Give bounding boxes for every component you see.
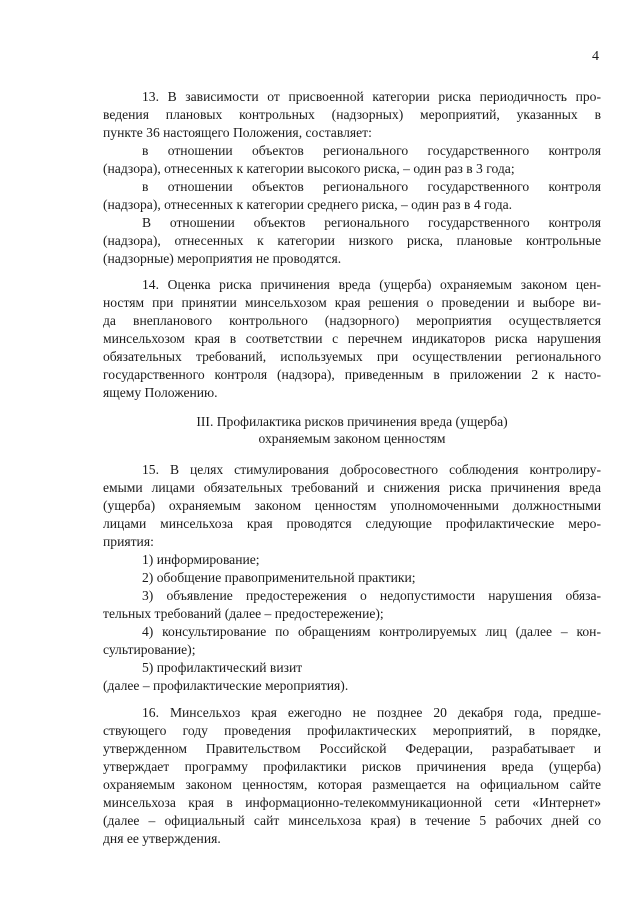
p16-line: ствующего году проведения профилактических мероприятий, в порядке, [103,723,601,738]
p13-line: ведения плановых контрольных (надзорных) мероприятий, указанных в [103,107,601,122]
p13-line: (надзора), отнесенных к категории низкого риска, плановые контрольные [103,233,601,248]
p14-line: 14. Оценка риска причинения вреда (ущерба) охраняемым законом цен- [142,277,601,292]
p15-line: приятия: [103,534,154,549]
p14-line: да внепланового контрольного (надзорного) мероприятия осуществляется [103,313,601,328]
p16-line: дня ее утверждения. [103,831,221,846]
p13-line: в отношении объектов регионального государственного контроля [142,143,601,158]
p16-line: утверждает программу профилактики рисков причинения вреда (ущерба) [103,759,601,774]
p13-line: в отношении объектов регионального государственного контроля [142,179,601,194]
list-item: 1) информирование; [142,552,260,567]
section-heading: III. Профилактика рисков причинения вреда (ущерба) [196,414,508,429]
p14-line: обязательных требований, используемых при осуществлении регионального [103,349,601,364]
p15-line: емыми лицами обязательных требований и снижения риска причинения вреда [103,480,601,495]
list-item: тельных требований (далее – предостережение); [103,606,384,621]
list-item: 5) профилактический визит [142,660,303,675]
p14-line: ящему Положению. [103,385,218,400]
p16-line: 16. Минсельхоз края ежегодно не позднее 20 декабря года, предше- [142,705,601,720]
p13-line: (надзорные) мероприятия не проводятся. [103,251,342,266]
list-item: 4) консультирование по обращениям контролируемых лиц (далее – кон- [142,624,601,639]
list-item: сультирование); [103,642,196,657]
p15-line: (далее – профилактические мероприятия). [103,678,349,693]
p13-line: В отношении объектов регионального государственного контроля [142,215,601,230]
p14-line: государственного контроля (надзора), приведенным в приложении 2 к насто- [103,367,601,382]
list-item: 3) объявление предостережения о недопустимости нарушения обяза- [142,588,601,603]
section-heading: охраняемым законом ценностям [258,431,446,446]
p13-line: пункте 36 настоящего Положения, составляет: [103,125,372,140]
p14-line: ностям при принятии минсельхозом края решения о проведении и выборе ви- [103,295,601,310]
p16-line: минсельхоза края в информационно-телекоммуникационной сети «Интернет» [103,795,601,810]
p15-line: (ущерба) охраняемым законом ценностям уполномоченными должностными [103,498,601,513]
p16-line: охраняемым законом ценностям, которая размещается на официальном сайте [103,777,601,792]
p13-line: (надзора), отнесенных к категории высокого риска, – один раз в 3 года; [103,161,515,176]
page-number: 4 [592,49,599,64]
p15-line: лицами минсельхоза края проводятся следующие профилактические меро- [103,516,601,531]
p16-line: (далее – официальный сайт минсельхоза края) в течение 5 рабочих дней со [103,813,601,828]
list-item: 2) обобщение правоприменительной практики; [142,570,416,585]
p16-line: утвержденном Правительством Российской Федерации, разрабатывает и [103,741,601,756]
p13-line: (надзора), отнесенных к категории среднего риска, – один раз в 4 года. [103,197,513,212]
p13-line: 13. В зависимости от присвоенной категории риска периодичность про- [142,89,601,104]
p15-line: 15. В целях стимулирования добросовестного соблюдения контролиру- [142,462,601,477]
p14-line: минсельхозом края в соответствии с перечнем индикаторов риска нарушения [103,331,601,346]
